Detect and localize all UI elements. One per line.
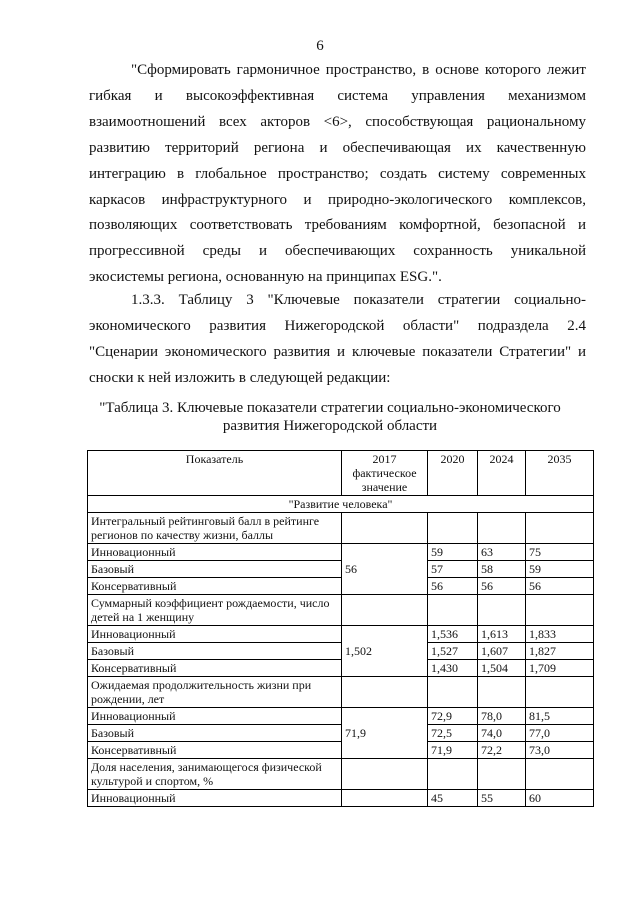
paragraph-strategy-goal [89,58,586,291]
value-2024: 1,504 [478,660,526,677]
value-2020: 1,536 [428,626,478,643]
table-row [88,544,594,561]
table-row [88,578,594,595]
value-2024: 56 [478,578,526,595]
section-row [88,496,594,513]
header-2020: 2020 [428,451,478,496]
table-header-row [88,451,594,496]
value-2035: 1,827 [526,643,594,660]
value-2024: 55 [478,790,526,807]
indicator-row [88,759,594,790]
paragraph-line: "Сформировать гармоничное пространство, в основе которого лежит [131,62,586,78]
table-row [88,742,594,759]
value-2020: 56 [428,578,478,595]
paragraph-line: сноски к ней изложить в следующей редакции: [89,369,391,386]
table-row [88,643,594,660]
header-2035: 2035 [526,451,594,496]
fact-2017-value [342,790,428,807]
value-2035: 77,0 [526,725,594,742]
scenario-label: Инновационный [88,790,342,807]
indicator-row [88,677,594,708]
page-number: 6 [316,38,324,54]
value-2024: 63 [478,544,526,561]
paragraph-line: гибкая и высокоэффективная система управления механизмом [89,87,586,104]
table-row [88,725,594,742]
indicator-row [88,595,594,626]
table-row [88,708,594,725]
paragraph-line: 1.3.3. Таблицу 3 "Ключевые показатели стратегии социально- [131,292,586,308]
indicator-name: Ожидаемая продолжительность жизни при рождении, лет [88,677,342,708]
fact-2017-value: 1,502 [342,626,428,677]
paragraph-amendment [89,288,586,392]
value-2024: 58 [478,561,526,578]
scenario-label: Консервативный [88,578,342,595]
paragraph-line: "Сценарии экономического развития и ключевые показатели Стратегии" и [89,343,586,360]
paragraph-line: позволяющих соответствовать требованиям комфортной, безопасной и [89,217,586,234]
value-2024: 72,2 [478,742,526,759]
scenario-label: Базовый [88,561,342,578]
indicator-name: Суммарный коэффициент рождаемости, число детей на 1 женщину [88,595,342,626]
scenario-label: Базовый [88,725,342,742]
value-2020: 59 [428,544,478,561]
value-2035: 56 [526,578,594,595]
scenario-label: Инновационный [88,544,342,561]
value-2035: 60 [526,790,594,807]
value-2020: 1,527 [428,643,478,660]
scenario-label: Инновационный [88,626,342,643]
table-row [88,660,594,677]
paragraph-line: каркасов инфраструктурного и природно-экологического комплексов, [89,191,586,208]
value-2035: 73,0 [526,742,594,759]
table-caption-line: развития Нижегородской области [222,418,438,434]
indicator-name: Доля населения, занимающегося физической культурой и спортом, % [88,759,342,790]
scenario-label: Консервативный [88,742,342,759]
paragraph-line: прогрессивной среды и обеспечивающих сохранность уникальной [89,243,586,260]
fact-2017-value: 71,9 [342,708,428,759]
value-2024: 1,607 [478,643,526,660]
table-row [88,626,594,643]
value-2035: 81,5 [526,708,594,725]
paragraph-line: взаимоотношений всех акторов <6>, способствующая рациональному [89,113,586,130]
paragraph-line: интеграцию в глобальное пространство; создать систему современных [89,165,586,182]
value-2024: 1,613 [478,626,526,643]
table-row [88,561,594,578]
key-indicators-table [87,450,594,807]
value-2035: 1,833 [526,626,594,643]
header-2017: 2017 фактическое значение [342,451,428,496]
value-2020: 71,9 [428,742,478,759]
table-caption-line: "Таблица 3. Ключевые показатели стратегии социально-экономического [99,400,561,416]
section-title: "Развитие человека" [88,496,594,513]
value-2024: 74,0 [478,725,526,742]
value-2020: 72,5 [428,725,478,742]
table-caption [70,399,590,435]
table-row [88,790,594,807]
scenario-label: Консервативный [88,660,342,677]
paragraph-line: развитию территорий региона и обеспечивающая их качественную [89,139,586,156]
value-2035: 59 [526,561,594,578]
paragraph-line: экосистемы региона, основанную на принципах ESG.". [89,269,442,286]
fact-2017-value: 56 [342,544,428,595]
header-2024: 2024 [478,451,526,496]
value-2020: 1,430 [428,660,478,677]
value-2035: 75 [526,544,594,561]
value-2020: 45 [428,790,478,807]
value-2024: 78,0 [478,708,526,725]
header-indicator: Показатель [88,451,342,496]
indicator-name: Интегральный рейтинговый балл в рейтинге регионов по качеству жизни, баллы [88,513,342,544]
scenario-label: Инновационный [88,708,342,725]
indicator-row [88,513,594,544]
value-2020: 72,9 [428,708,478,725]
value-2020: 57 [428,561,478,578]
scenario-label: Базовый [88,643,342,660]
paragraph-line: экономического развития Нижегородской области" подраздела 2.4 [89,317,586,334]
value-2035: 1,709 [526,660,594,677]
